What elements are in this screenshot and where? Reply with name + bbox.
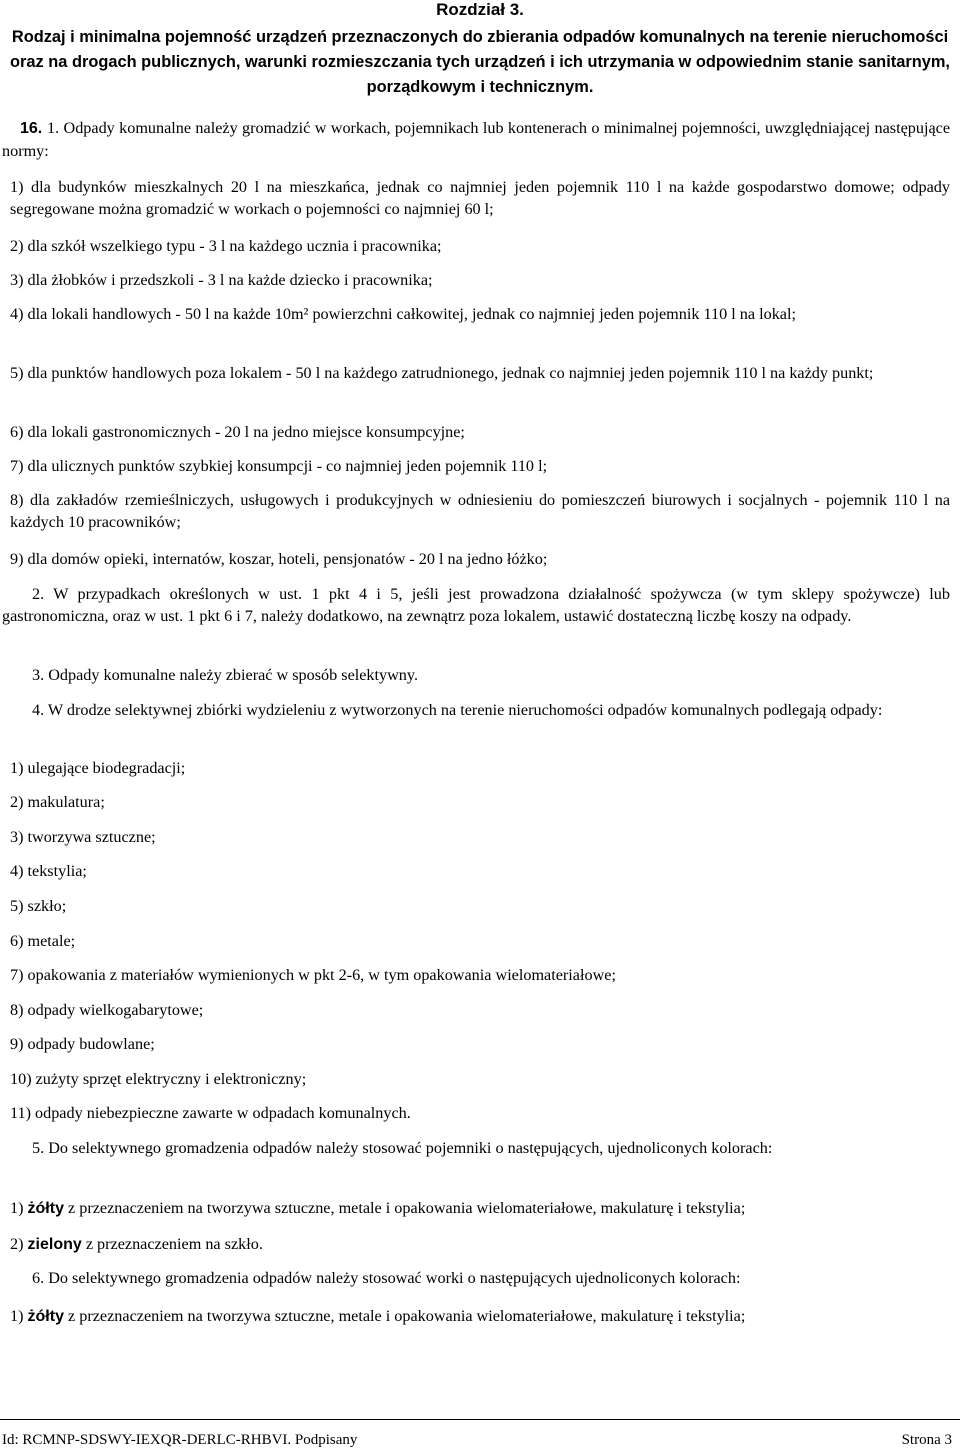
waste-type-7: 7) opakowania z materiałów wymienionych w pkt 2-6, w tym opakowania wielomateriałowe; (10, 966, 616, 984)
section-16-paragraph-2: 2. W przypadkach określonych w ust. 1 pkt 4 i 5, jeśli jest prowadzona działalność spożywcza (w tym sklepy spożywcze) lub gastronomiczna, oraz w ust. 1 pkt 6 i 7, należy dodatkowo, na zewnątrz poza lokalem, ustawić dostateczną liczbę koszy na odpady. (2, 585, 950, 625)
norm-item-3: 3) dla żłobków i przedszkoli - 3 l na każde dziecko i pracownika; (10, 271, 433, 289)
bag-color-name: żółty (27, 1308, 64, 1325)
container-color-name: zielony (27, 1236, 82, 1253)
waste-type-4: 4) tekstylia; (10, 862, 87, 880)
container-color-2 (10, 1233, 263, 1256)
container-color-name: żółty (27, 1200, 64, 1217)
bag-num: 1) (10, 1307, 28, 1325)
paragraph-1-text: 1. Odpady komunalne należy gromadzić w workach, pojemnikach lub kontenerach o minimalnej pojemności, uwzględniającej następujące normy: (2, 119, 950, 160)
norm-item-9: 9) dla domów opieki, internatów, koszar, hoteli, pensjonatów - 20 l na jedno łóżko; (10, 550, 548, 568)
page-number: Strona 3 (901, 1432, 952, 1448)
section-number: 16. (20, 120, 48, 137)
norm-item-4: 4) dla lokali handlowych - 50 l na każde 10m² powierzchni całkowitej, jednak co najmniej jeden pojemnik 110 l na lokal; (10, 305, 796, 323)
norm-item-5: 5) dla punktów handlowych poza lokalem - 50 l na każdego zatrudnionego, jednak co najmniej jeden pojemnik 110 l na każdy punkt; (10, 364, 874, 382)
bag-purpose: z przeznaczeniem na tworzywa sztuczne, metale i opakowania wielomateriałowe, makulaturę i tekstylia; (63, 1307, 746, 1325)
container-num: 2) (10, 1235, 28, 1253)
container-purpose: z przeznaczeniem na szkło. (81, 1235, 263, 1253)
section-16-paragraph-6: 6. Do selektywnego gromadzenia odpadów należy stosować worki o następujących ujednoliconych kolorach: (32, 1269, 741, 1287)
norm-item-6: 6) dla lokali gastronomicznych - 20 l na jedno miejsce konsumpcyjne; (10, 423, 465, 441)
waste-type-2: 2) makulatura; (10, 793, 105, 811)
section-16-paragraph-1 (2, 117, 950, 162)
norm-item-8: 8) dla zakładów rzemieślniczych, usługowych i produkcyjnych w odniesieniu do pomieszczeń biurowych i socjalnych - pojemnik 110 l na każdych 10 pracowników; (10, 491, 950, 531)
waste-type-1: 1) ulegające biodegradacji; (10, 759, 186, 777)
waste-type-8: 8) odpady wielkogabarytowe; (10, 1001, 204, 1019)
section-16-paragraph-4: 4. W drodze selektywnej zbiórki wydzieleniu z wytworzonych na terenie nieruchomości odpadów komunalnych podlegają odpady: (32, 701, 883, 719)
waste-type-9: 9) odpady budowlane; (10, 1035, 155, 1053)
waste-type-11: 11) odpady niebezpieczne zawarte w odpadach komunalnych. (10, 1104, 411, 1122)
section-16-paragraph-3: 3. Odpady komunalne należy zbierać w sposób selektywny. (32, 666, 418, 684)
container-color-1 (10, 1197, 745, 1220)
norm-item-7: 7) dla ulicznych punktów szybkiej konsumpcji - co najmniej jeden pojemnik 110 l; (10, 457, 548, 475)
chapter-title: Rozdział 3. (436, 0, 524, 19)
waste-type-3: 3) tworzywa sztuczne; (10, 828, 156, 846)
bag-color-1 (10, 1305, 745, 1328)
norm-item-1: 1) dla budynków mieszkalnych 20 l na mieszkańca, jednak co najmniej jeden pojemnik 110 l na każde gospodarstwo domowe; odpady segregowane można gromadzić w workach o pojemności co najmniej 60 l; (10, 178, 950, 218)
norm-item-2: 2) dla szkół wszelkiego typu - 3 l na każdego ucznia i pracownika; (10, 237, 442, 255)
footer-divider (0, 1419, 960, 1420)
document-id: Id: RCMNP-SDSWY-IEXQR-DERLC-RHBVI. Podpisany (2, 1432, 358, 1448)
waste-type-6: 6) metale; (10, 932, 76, 950)
chapter-heading: Rodzaj i minimalna pojemność urządzeń przeznaczonych do zbierania odpadów komunalnych na terenie nieruchomości oraz na drogach publicznych, warunki rozmieszczania tych urządzeń i ich utrzymania w odpowiednim stanie sanitarnym, porządkowym i technicznym. (10, 28, 950, 96)
waste-type-10: 10) zużyty sprzęt elektryczny i elektroniczny; (10, 1070, 307, 1088)
container-purpose: z przeznaczeniem na tworzywa sztuczne, metale i opakowania wielomateriałowe, makulaturę i tekstylia; (63, 1199, 746, 1217)
container-num: 1) (10, 1199, 28, 1217)
waste-type-5: 5) szkło; (10, 897, 67, 915)
section-16-paragraph-5: 5. Do selektywnego gromadzenia odpadów należy stosować pojemniki o następujących, ujednoliconych kolorach: (32, 1139, 773, 1157)
